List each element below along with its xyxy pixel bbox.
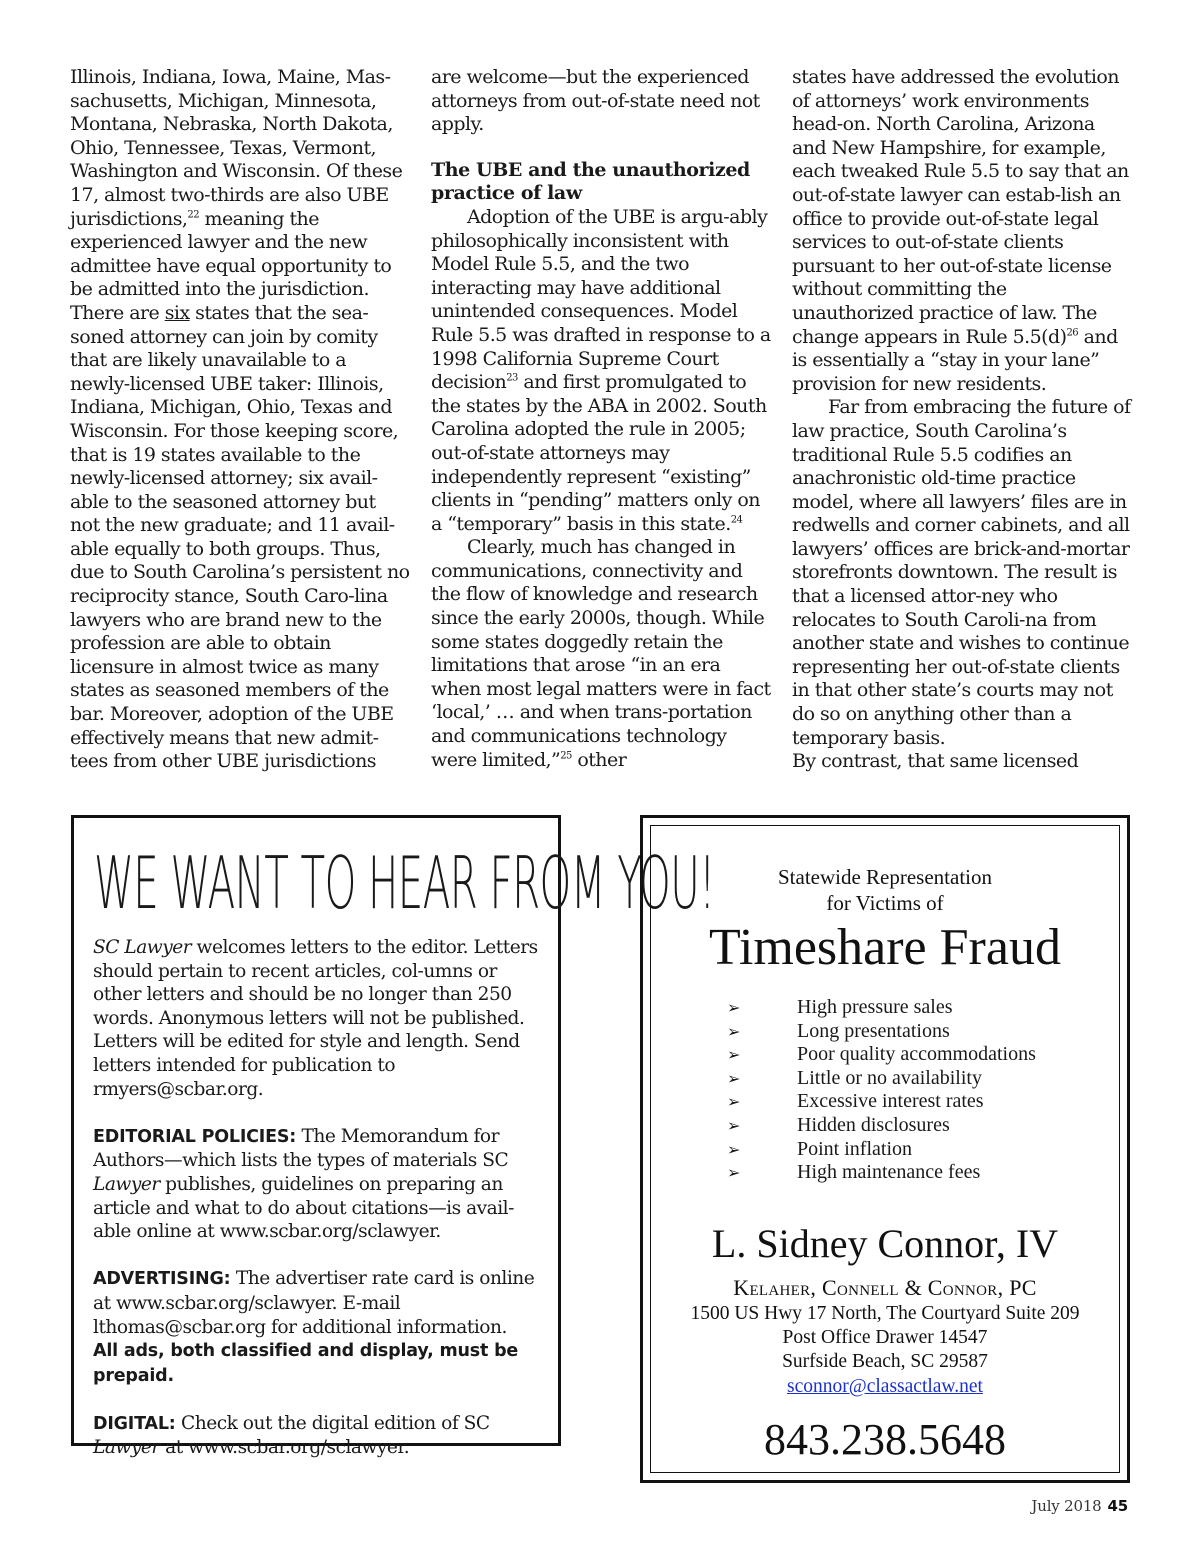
ad-bullet-text: Little or no availability bbox=[797, 1066, 982, 1089]
ad-bullet-item bbox=[727, 1090, 1036, 1114]
footnote-ref: 22 bbox=[187, 209, 200, 221]
ad-bullet-item bbox=[727, 1114, 1036, 1138]
page-footer bbox=[1031, 1497, 1128, 1515]
ad-bullet-item bbox=[727, 1161, 1036, 1185]
footnote-ref: 25 bbox=[560, 750, 572, 762]
arrowhead-bullet-icon: ➢ bbox=[727, 1068, 741, 1088]
arrowhead-bullet-icon: ➢ bbox=[727, 1021, 741, 1041]
letters-heading: WE WANT TO HEAR FROM YOU! bbox=[94, 841, 715, 925]
page-number: 45 bbox=[1107, 1497, 1128, 1515]
arrowhead-bullet-icon: ➢ bbox=[727, 1045, 741, 1065]
footnote-ref: 23 bbox=[506, 372, 518, 384]
ad-bullet-text: High pressure sales bbox=[797, 996, 953, 1018]
footnote-ref: 24 bbox=[730, 514, 743, 526]
ad-inner-border bbox=[650, 825, 1120, 1473]
ad-address-line: 1500 US Hwy 17 North, The Courtyard Suite 209 bbox=[690, 1303, 1080, 1324]
ad-firm-name: Kelaher, Connell & Connor, PC bbox=[733, 1275, 1037, 1300]
ad-email-link[interactable]: sconnor@classactlaw.net bbox=[787, 1376, 983, 1397]
arrowhead-bullet-icon: ➢ bbox=[727, 998, 741, 1017]
arrowhead-bullet-icon: ➢ bbox=[727, 1115, 741, 1135]
article-paragraph: are welcome—but the experienced attorneys from out-of-state need not apply. bbox=[431, 66, 760, 136]
ad-bullet-text: Long presentations bbox=[797, 1019, 950, 1042]
article-column-2 bbox=[431, 66, 771, 772]
ad-bullet-text: Point inflation bbox=[797, 1137, 912, 1160]
ad-bullet-item bbox=[727, 1020, 1036, 1044]
article-paragraph: Far from embracing the future of law practice, South Carolina’s traditional Rule 5.5 codifies an anachronistic old-time practice model, where all lawyers’ files are in redwells and corner cabinets, and all lawyers’ offices are brick-and-mortar storefronts downtown. The result is that a licensed attor-ney who relocates to South Caroli-na from another state and wishes to continue representing her out-of-state clients in that other state’s courts may not do so on anything other than a temporary basis. bbox=[792, 396, 1131, 749]
ad-tagline: Statewide Representation for Victims of bbox=[777, 865, 993, 915]
ad-bullet-text: Poor quality accommodations bbox=[797, 1043, 1036, 1066]
footnote-ref: 26 bbox=[1066, 327, 1079, 339]
arrowhead-bullet-icon: ➢ bbox=[727, 1139, 741, 1159]
ad-bullet-item bbox=[727, 1067, 1036, 1091]
ad-bullet-item bbox=[727, 996, 1036, 1020]
ad-attorney-name: L. Sidney Connor, IV bbox=[711, 1221, 1059, 1266]
issue-date: July 2018 bbox=[1031, 1497, 1102, 1515]
article-column-1 bbox=[70, 66, 410, 774]
ad-phone-number: 843.238.5648 bbox=[764, 1415, 1006, 1464]
digital-info: DIGITAL: Check out the digital edition of SC Lawyer at www.scbar.org/sclawyer. bbox=[93, 1412, 490, 1459]
letters-intro: SC Lawyer welcomes letters to the editor. Letters should pertain to recent articles, col-umns or other letters and should be no longer than 250 words. Anonymous letters will not be published. Letters will be edited for style and length. Send letters intended for publication to rmyers@scbar.org. bbox=[93, 937, 538, 1100]
ad-bullet-text: Excessive interest rates bbox=[797, 1090, 984, 1113]
underlined-word: six bbox=[164, 301, 190, 324]
ad-bullet-item bbox=[727, 1138, 1036, 1162]
article-paragraph: By contrast, that same licensed bbox=[792, 750, 1079, 773]
arrowhead-bullet-icon: ➢ bbox=[727, 1163, 741, 1183]
ad-bullet-list bbox=[727, 996, 1036, 1185]
letters-body bbox=[93, 936, 543, 1484]
ad-title: Timeshare Fraud bbox=[709, 919, 1061, 976]
article-paragraph: states have addressed the evolution of attorneys’ work environments head-on. North Carolina, Arizona and New Hampshire, for example, each tweaked Rule 5.5 to say that an out-of-state lawyer can estab-lish an office to provide out-of-state legal services to out-of-state clients pursuant to her out-of-state license without committing the unauthorized practice of law. The change appears in Rule $5.5(d)^{26}$ and is essentially a “stay in your lane” provision for new residents. bbox=[792, 66, 1129, 395]
arrowhead-bullet-icon: ➢ bbox=[727, 1092, 741, 1112]
article-paragraph: Illinois, Indiana, Iowa, Maine, Mas-sachusetts, Michigan, Minnesota, Montana, Nebraska, North Dakota, Ohio, Tennessee, Texas, Vermont, Washington and Wisconsin. Of these 17, almost two-thirds are also UBE jurisdictions,$^{22}$ meaning the experienced lawyer and the new admittee have equal opportunity to be admitted into the jurisdiction. There are six states that the sea-soned attorney can join by comity that are likely unavailable to a newly-licensed UBE taker: Illinois, Indiana, Michigan, Ohio, Texas and Wisconsin. For those keeping score, that is 19 states available to the newly-licensed attorney; six avail-able to the seasoned attorney but not the new graduate; and 11 avail-able equally to both groups. Thus, due to South Carolina’s persistent no reciprocity stance, South Caro-lina lawyers who are brand new to the profession are able to obtain licensure in almost twice as many states as seasoned members of the bar. Moreover, adoption of the UBE effectively means that new admit-tees from other UBE jurisdictions bbox=[70, 66, 410, 773]
advertising-info: ADVERTISING: The advertiser rate card is online at www.scbar.org/sclawyer. E-mail lthomas@scbar.org for additional information. All ads, both classified and display, must be prepaid. bbox=[93, 1268, 535, 1386]
timeshare-fraud-ad bbox=[640, 815, 1130, 1483]
ad-address-line: Post Office Drawer 14547 bbox=[782, 1327, 988, 1348]
article-column-3 bbox=[792, 66, 1132, 774]
ad-bullet-text: Hidden disclosures bbox=[797, 1113, 950, 1136]
ad-bullet-item bbox=[727, 1043, 1036, 1067]
ad-address-line: Surfside Beach, SC 29587 bbox=[782, 1351, 988, 1372]
editorial-policies: EDITORIAL POLICIES: The Memorandum for Authors—which lists the types of materials SC Lawyer publishes, guidelines on preparing an article and what to do about citations—is avail-able online at www.scbar.org/sclawyer. bbox=[93, 1125, 514, 1243]
section-heading: The UBE and the unauthorized practice of law bbox=[431, 158, 750, 205]
letters-to-editor-box bbox=[71, 815, 715, 1459]
ad-bullet-text: High maintenance fees bbox=[797, 1161, 981, 1184]
article-paragraph: Clearly, much has changed in communications, connectivity and the flow of knowledge and research since the early 2000s, though. While some states doggedly retain the limitations that arose “in an era when most legal matters were in fact ‘local,’ … and when trans-portation and communications technology were limited,”$^{25}$ other bbox=[431, 536, 771, 771]
article-paragraph: Adoption of the UBE is argu-ably philosophically inconsistent with Model Rule 5.5, and the two interacting may have additional unintended consequences. Model Rule 5.5 was drafted in response to a 1998 California Supreme Court decision$^{23}$ and first promulgated to the states by the ABA in 2002. South Carolina adopted the rule in 2005; out-of-state attorneys may independently represent “existing” clients in “pending” matters only on a “temporary” basis in this state.$^{24}$ bbox=[431, 205, 771, 535]
